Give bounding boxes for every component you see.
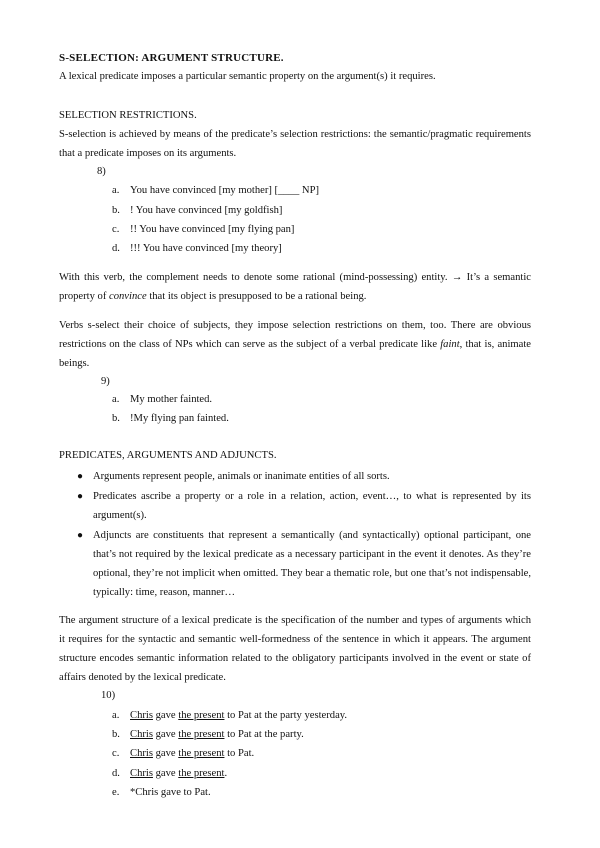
example-9a-letter: a. [112, 394, 120, 405]
faint-emphasis: faint [440, 339, 460, 350]
argument-structure-para: The argument structure of a lexical predicate is the specification of the number and types of arguments which it requires for the syntactic and semantic well-formedness of the sentence in which it appears. The argument structure encodes semantic information related to the obligatory participants involved in the event or state of affairs denoted by the lexical predicate. [59, 615, 531, 683]
example-8b-letter: b. [112, 205, 120, 216]
selection-para-2: With this verb, the complement needs to denote some rational (mind-possessing) entity. → It’s a semantic property of convince that its object is presupposed to be a rational being. [59, 272, 531, 302]
page-heading: S-SELECTION: ARGUMENT STRUCTURE. [59, 52, 284, 64]
example-8d-text: !!! You have convinced [my theory] [130, 243, 282, 254]
example-10-number: 10) [101, 690, 116, 701]
example-8b-text: ! You have convinced [my goldfish] [130, 205, 283, 216]
example-8c-letter: c. [112, 224, 120, 235]
example-10c-letter: c. [112, 748, 120, 759]
example-10b-letter: b. [112, 729, 120, 740]
convince-emphasis: convince [109, 291, 147, 302]
intro-text: A lexical predicate imposes a particular semantic property on the argument(s) it requires. [59, 71, 436, 82]
example-8a-text: You have convinced [my mother] [____ NP] [130, 185, 319, 196]
example-9a-text: My mother fainted. [130, 394, 213, 405]
example-10c-text: Chris gave the present to Pat. [130, 748, 255, 759]
example-8d-letter: d. [112, 243, 120, 254]
example-9b-text: !My flying pan fainted. [130, 413, 229, 424]
predicates-title: PREDICATES, ARGUMENTS AND ADJUNCTS. [59, 450, 277, 461]
example-8-number: 8) [97, 166, 106, 177]
example-10b-text: Chris gave the present to Pat at the party. [130, 729, 304, 740]
example-10d-letter: d. [112, 768, 120, 779]
example-10e-text: *Chris gave to Pat. [130, 787, 211, 798]
example-9b-letter: b. [112, 413, 120, 424]
bullet-icon: ● [77, 530, 84, 541]
bullet-adjuncts: Adjuncts are constituents that represent a semantically (and syntactically) optional participant, one that’s not required by the lexical predicate as a necessary participant in the event it denotes. As they’re optional, they’re not implicit when omitted. They bear a thematic role, but one that’s not indispensable, typically: time, reason, manner… [93, 530, 531, 598]
example-9-number: 9) [101, 376, 110, 387]
bullet-icon: ● [77, 491, 84, 502]
bullet-icon: ● [77, 471, 84, 482]
bullet-predicates: Predicates ascribe a property or a role in a relation, action, event…, to what is represented by its argument(s). [93, 491, 531, 521]
example-10a-letter: a. [112, 710, 120, 721]
selection-para-3: Verbs s-select their choice of subjects, they impose selection restrictions on them, too. There are obvious restrictions on the class of NPs which can serve as the subject of a verbal predicate like faint, that is, animate beings. [59, 320, 531, 369]
selection-para-1: S-selection is achieved by means of the predicate’s selection restrictions: the semantic/pragmatic requirements that a predicate imposes on its arguments. [59, 129, 531, 159]
selection-title: SELECTION RESTRICTIONS. [59, 110, 197, 121]
example-10e-letter: e. [112, 787, 120, 798]
example-10a-text: Chris gave the present to Pat at the party yesterday. [130, 710, 348, 721]
example-8a-letter: a. [112, 185, 120, 196]
example-10d-text: Chris gave the present. [130, 768, 228, 779]
bullet-arguments: Arguments represent people, animals or inanimate entities of all sorts. [93, 471, 390, 482]
example-8c-text: !! You have convinced [my flying pan] [130, 224, 295, 235]
